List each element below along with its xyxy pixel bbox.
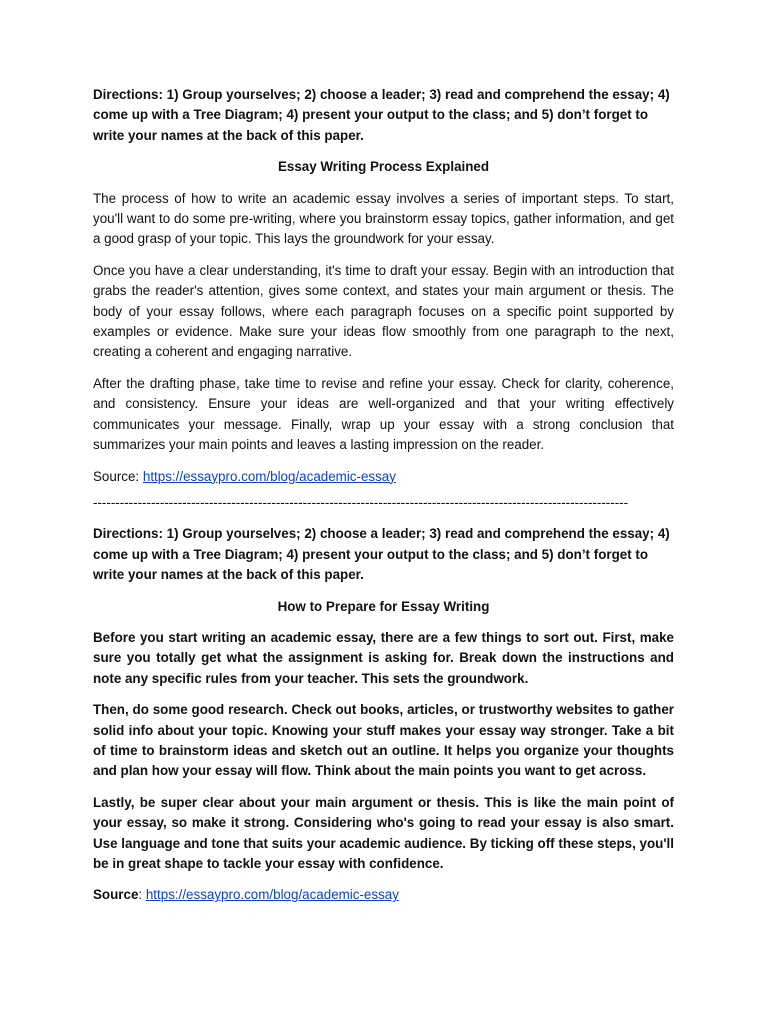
source-link-1[interactable]: https://essaypro.com/blog/academic-essay: [142, 468, 396, 484]
essay-title-1: Essay Writing Process Explained: [277, 159, 490, 175]
section-divider: ------------------------------------------------------------------------------------------------------------------------: [93, 494, 629, 510]
source-line-2: [93, 885, 674, 905]
paragraph-2-1: Before you start writing an academic essay, there are a few things to sort out. First, make sure you totally get what the assignment is asking for. Break down the instructions and note any specific rules from your teacher. This sets the groundwork.: [93, 629, 674, 686]
source-separator-2: :: [138, 887, 146, 903]
essay-title-2: How to Prepare for Essay Writing: [277, 598, 490, 614]
paragraph-1-2: Once you have a clear understanding, it's time to draft your essay. Begin with an introduction that grabs the reader's attention, gives some context, and states your main argument or thesis. The body of your essay follows, where each paragraph focuses on a specific point supported by examples or evidence. Make sure your ideas flow smoothly from one paragraph to the next, creating a coherent and engaging narrative.: [93, 262, 674, 360]
source-link-2[interactable]: https://essaypro.com/blog/academic-essay: [145, 887, 399, 903]
paragraph-1-3: After the drafting phase, take time to revise and refine your essay. Check for clarity, coherence, and consistency. Ensure your ideas are well-organized and that your writing effectively communicates your message. Finally, wrap up your essay with a strong conclusion that summarizes your main points and leaves a lasting impression on the reader.: [93, 375, 674, 453]
source-label-1: Source:: [93, 468, 143, 484]
directions-1: Directions: 1) Group yourselves; 2) choose a leader; 3) read and comprehend the essay; 4) come up with a Tree Diagram; 4) present your output to the class; and 5) don’t forget to write your names at the back of this paper.: [93, 87, 670, 143]
paragraph-2-3: Lastly, be super clear about your main argument or thesis. This is like the main point of your essay, so make it strong. Considering who's going to read your essay is also smart. Use language and tone that suits your academic audience. By ticking off these steps, you'll be in great shape to tackle your essay with confidence.: [93, 794, 674, 871]
paragraph-1-1: The process of how to write an academic essay involves a series of important steps. To start, you'll want to do some pre-writing, where you brainstorm essay topics, gather information, and get a good grasp of your topic. This lays the groundwork for your essay.: [93, 190, 674, 247]
directions-2: Directions: 1) Group yourselves; 2) choose a leader; 3) read and comprehend the essay; 4) come up with a Tree Diagram; 4) present your output to the class; and 5) don’t forget to write your names at the back of this paper.: [93, 526, 670, 583]
source-label-2: Source: [93, 887, 139, 903]
source-line-1: [93, 467, 674, 487]
paragraph-2-2: Then, do some good research. Check out books, articles, or trustworthy websites to gather solid info about your topic. Knowing your stuff makes your essay way stronger. Take a bit of time to brainstorm ideas and sketch out an outline. It helps you organize your thoughts and plan how your essay will flow. Think about the main points you want to get across.: [93, 702, 674, 779]
